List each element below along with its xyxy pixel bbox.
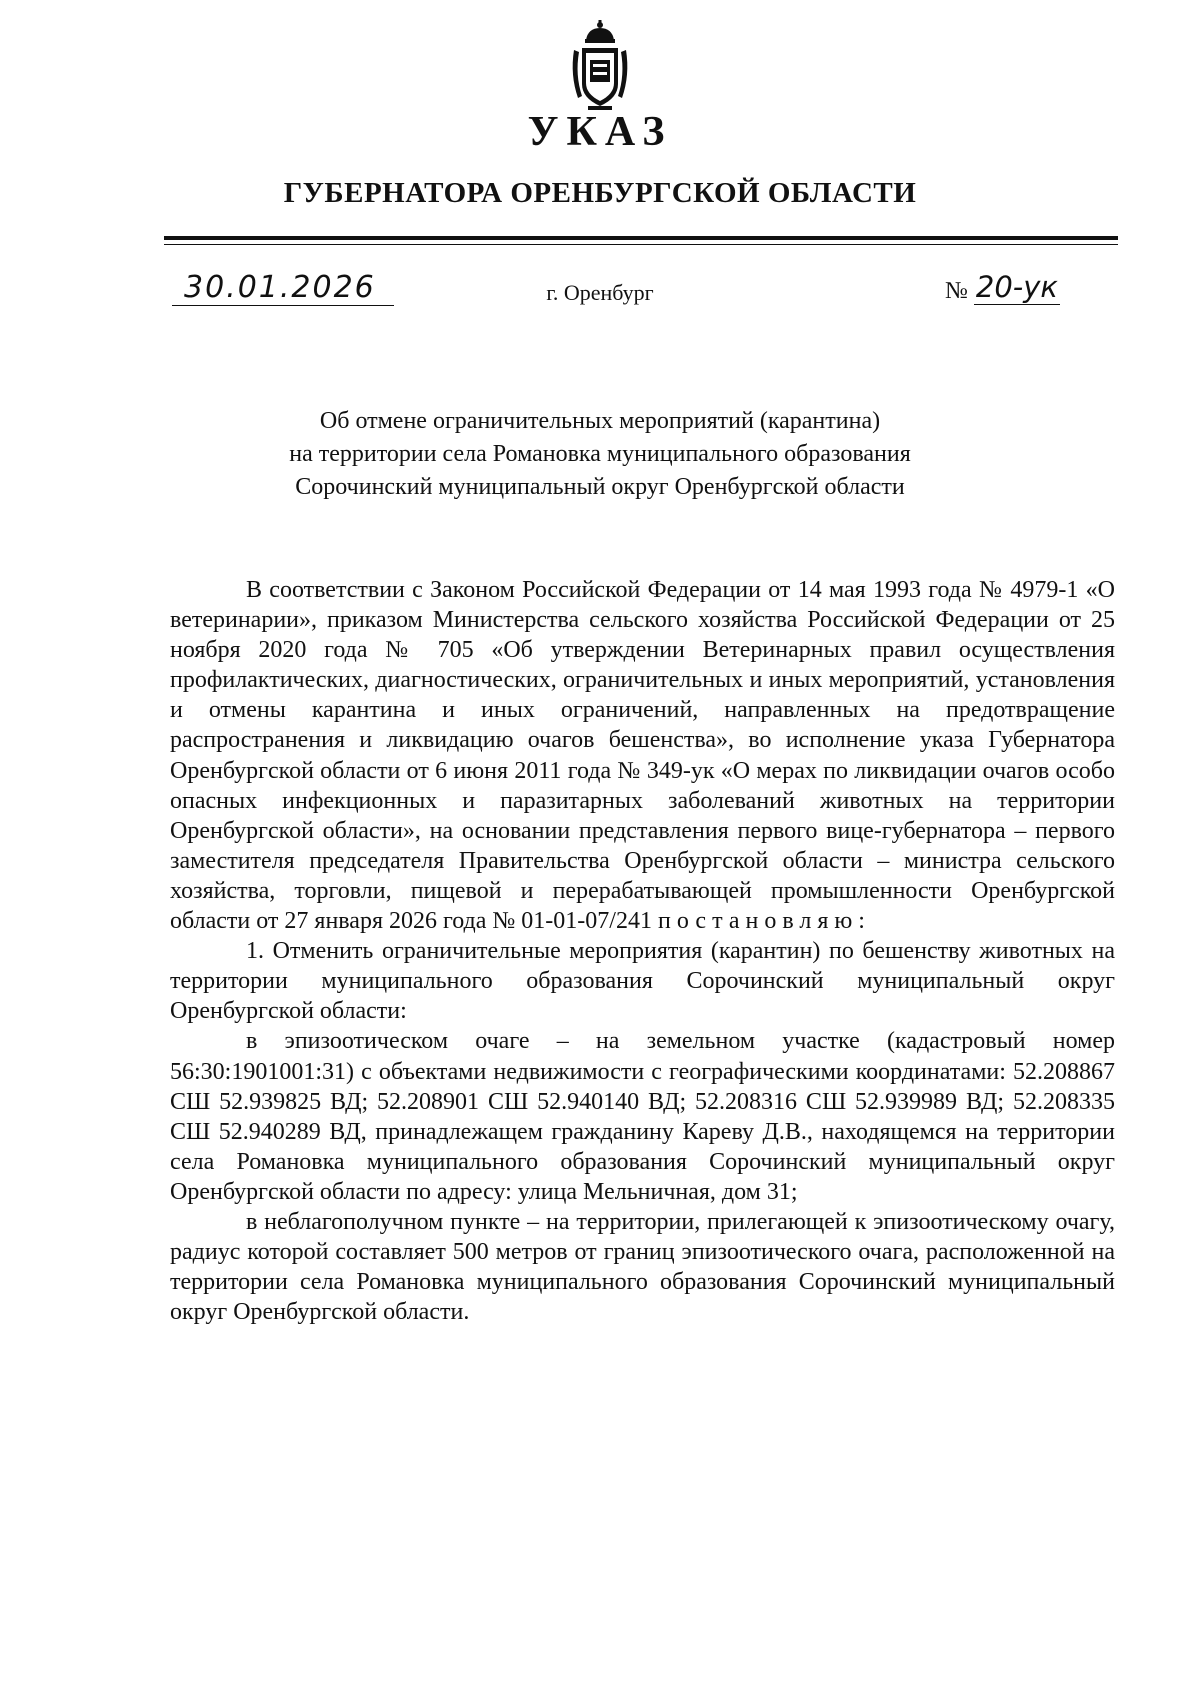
document-subject	[160, 405, 1040, 504]
header-divider-thin	[164, 244, 1118, 245]
document-city: г. Оренбург	[546, 280, 654, 305]
coat-of-arms-icon	[568, 20, 632, 112]
subject-line: на территории села Романовка муниципального образования	[289, 441, 911, 467]
number-sign: №	[945, 278, 968, 304]
item-1a-paragraph: в эпизоотическом очаге – на земельном участке (кадастровый номер 56:30:1901001:31) с объектами недвижимости с географическими координатами: 52.208867 СШ 52.939825 ВД; 52.208901 СШ 52.940140 ВД; 52.208316 СШ 52.939989 ВД; 52.208335 СШ 52.940289 ВД, принадлежащем гражданину Кареву Д.В., находящемся на территории села Романовка муниципального образования Сорочинский муниципальный округ Оренбургской области по адресу: улица Мельничная, дом 31;	[170, 1028, 1115, 1205]
preamble-text: В соответствии с Законом Российской Федерации от 14 мая 1993 года № 4979-1 «О ветеринарии», приказом Министерства сельского хозяйства Российской Федерации от 25 ноября 2020 года № 705 «Об утверждении Ветеринарных правил осуществления профилактических, диагностических, ограничительных и иных мероприятий, установления и отмены карантина и иных ограничений, направленных на предотвращение распространения и ликвидацию очагов бешенства», во исполнение указа Губернатора Оренбургской области от 6 июня 2011 года № 349-ук «О мерах по ликвидации очагов особо опасных инфекционных и паразитарных заболеваний животных на территории Оренбургской области», на основании представления первого вице-губернатора – первого заместителя председателя Правительства Оренбургской области – министра сельского хозяйства, торговли, пищевой и перерабатывающей промышленности Оренбургской области от 27 января 2026 года № 01-01-07/241	[170, 577, 1115, 935]
document-date: 30.01.2026	[172, 270, 394, 306]
document-number-block	[945, 270, 1060, 305]
preamble-paragraph	[170, 575, 1115, 936]
authority-title: ГУБЕРНАТОРА ОРЕНБУРГСКОЙ ОБЛАСТИ	[283, 177, 917, 209]
document-type-title: УКАЗ	[527, 109, 673, 155]
document-number: 20-ук	[975, 270, 1058, 304]
resolve-word: постановляю:	[657, 908, 871, 935]
item-1b-paragraph: в неблагополучном пункте – на территории, прилегающей к эпизоотическому очагу, радиус которой составляет 500 метров от границ эпизоотического очага, расположенной на территории села Романовка муниципального образования Сорочинский муниципальный округ Оренбургской области.	[170, 1208, 1115, 1326]
subject-line: Об отмене ограничительных мероприятий (карантина)	[319, 408, 881, 434]
subject-line: Сорочинский муниципальный округ Оренбургской области	[295, 474, 905, 500]
document-body	[170, 575, 1115, 1327]
item-1-paragraph: 1. Отменить ограничительные мероприятия (карантин) по бешенству животных на территории муниципального образования Сорочинский муниципальный округ Оренбургской области:	[170, 938, 1115, 1025]
header-divider-thick	[164, 236, 1118, 240]
